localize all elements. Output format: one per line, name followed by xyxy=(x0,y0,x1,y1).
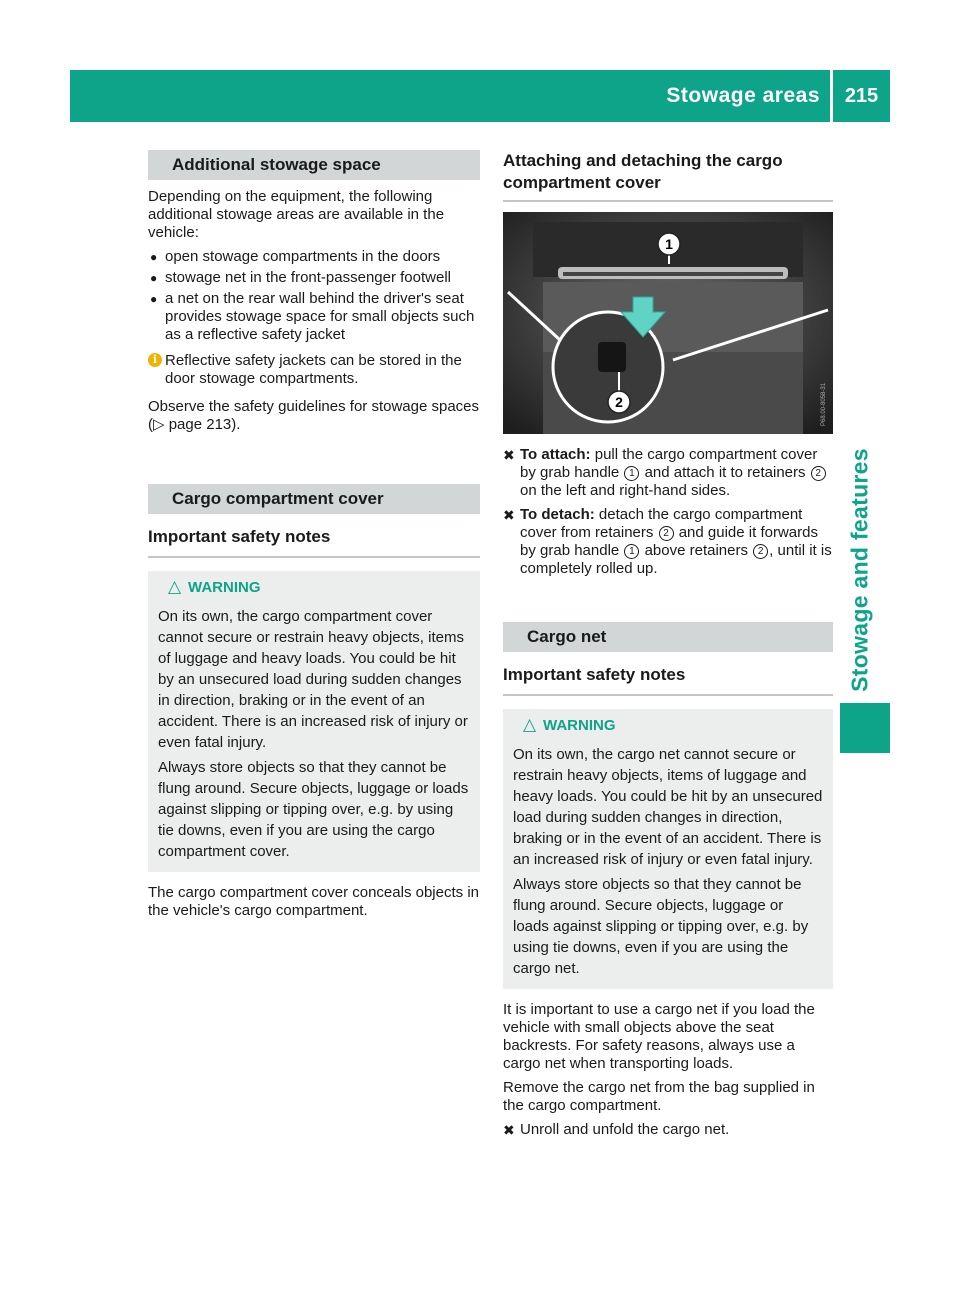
cargo-cover-subheading: Important safety notes xyxy=(148,526,480,558)
warning-text: Always store objects so that they cannot be flung around. Secure objects, luggage or loads against slipping or tipping over, e.g. by using tie downs, even if you are using the cargo net. xyxy=(513,876,809,977)
list-item: ● stowage net in the front-passenger footwell xyxy=(150,269,452,286)
callout-2-label: 2 xyxy=(615,394,623,410)
list-item: ● a net on the rear wall behind the driver's seat provides stowage space for small objects such as a reflective safety jacket xyxy=(150,290,475,343)
attach-step: ✖ To attach: pull the cargo compartment cover by grab handle 1 and attach it to retainers 2 on the left and right-hand sides. xyxy=(503,446,833,500)
warning-text: On its own, the cargo compartment cover cannot secure or restrain heavy objects, items of luggage and heavy loads. You could be hit by an unsecured load during sudden changes in direction, braking or in the event of an accident. There is an increased risk of injury or even fatal injury. xyxy=(158,608,468,751)
section-title: Stowage areas xyxy=(666,84,820,107)
cargo-cover-warning-box xyxy=(148,571,480,872)
warning-triangle-icon: △ xyxy=(168,577,182,596)
cargo-net-paragraph: It is important to use a cargo net if you load the vehicle with small objects above the seat backrests. For safety reasons, always use a cargo net when transporting loads. xyxy=(503,1001,815,1072)
cargo-net-heading: Cargo net xyxy=(503,622,833,652)
warning-text: Always store objects so that they cannot be flung around. Secure objects, luggage or loads against slipping or tipping over, e.g. by using tie downs, even if you are using the cargo compartment cover. xyxy=(158,759,469,860)
warning-header: △ WARNING xyxy=(168,577,261,596)
cargo-net-warning-box xyxy=(503,709,833,989)
arrow-step-icon: ✖ xyxy=(503,447,515,463)
info-note: i Reflective safety jackets can be stored in the door stowage compartments. xyxy=(148,352,480,388)
cargo-cover-illustration xyxy=(503,212,833,434)
callout-ref-1: 1 xyxy=(624,466,639,481)
bullet-icon: ● xyxy=(150,292,158,306)
callout-ref-1: 1 xyxy=(624,544,639,559)
callout-1-label: 1 xyxy=(665,236,673,252)
left-column xyxy=(148,150,480,926)
info-icon: i xyxy=(148,353,162,367)
additional-intro: Depending on the equipment, the following additional stowage areas are available in the vehicle: xyxy=(148,188,445,241)
chapter-marker xyxy=(840,703,890,753)
cargo-cover-note: The cargo compartment cover conceals objects in the vehicle's cargo compartment. xyxy=(148,884,479,919)
arrow-step-icon: ✖ xyxy=(503,507,515,523)
additional-stowage-heading: Additional stowage space xyxy=(148,150,480,180)
safety-reference[interactable]: Observe the safety guidelines for stowage spaces (▷ page 213). xyxy=(148,398,480,433)
warning-header: △ WARNING xyxy=(523,715,616,734)
chapter-label: Stowage and features xyxy=(846,448,873,692)
right-column xyxy=(503,150,833,1145)
callout-ref-2: 2 xyxy=(753,544,768,559)
cargo-cover-photo xyxy=(503,212,833,434)
bullet-icon: ● xyxy=(150,271,158,285)
callout-ref-2: 2 xyxy=(811,466,826,481)
page-number: 215 xyxy=(844,85,879,107)
cargo-cover-heading: Cargo compartment cover xyxy=(148,484,480,514)
bullet-icon: ● xyxy=(150,250,158,264)
warning-text: On its own, the cargo net cannot secure or restrain heavy objects, items of luggage and heavy loads. You could be hit by an unsecured load during sudden changes in direction, braking or in the event of an accident. There is an increased risk of injury or even fatal injury. xyxy=(513,746,823,868)
additional-bullet-list xyxy=(148,248,480,344)
chapter-tab xyxy=(840,440,880,700)
cargo-net-paragraph: Remove the cargo net from the bag supplied in the cargo compartment. xyxy=(503,1079,815,1114)
photo-code: P68.00-8058-31 xyxy=(821,382,827,426)
list-item: ● open stowage compartments in the doors xyxy=(150,248,441,265)
attach-detach-heading: Attaching and detaching the cargo compartment cover xyxy=(503,150,833,202)
cargo-net-subheading: Important safety notes xyxy=(503,664,833,696)
detach-step: ✖ To detach: detach the cargo compartment cover from retainers 2 and guide it forwards by grab handle 1 above retainers 2 , until it is completely rolled up. xyxy=(503,506,832,577)
unroll-step: ✖ Unroll and unfold the cargo net. xyxy=(503,1121,730,1138)
warning-triangle-icon: △ xyxy=(523,715,537,734)
callout-ref-2: 2 xyxy=(659,526,674,541)
page-header-bar xyxy=(70,70,890,122)
arrow-step-icon: ✖ xyxy=(503,1122,515,1138)
